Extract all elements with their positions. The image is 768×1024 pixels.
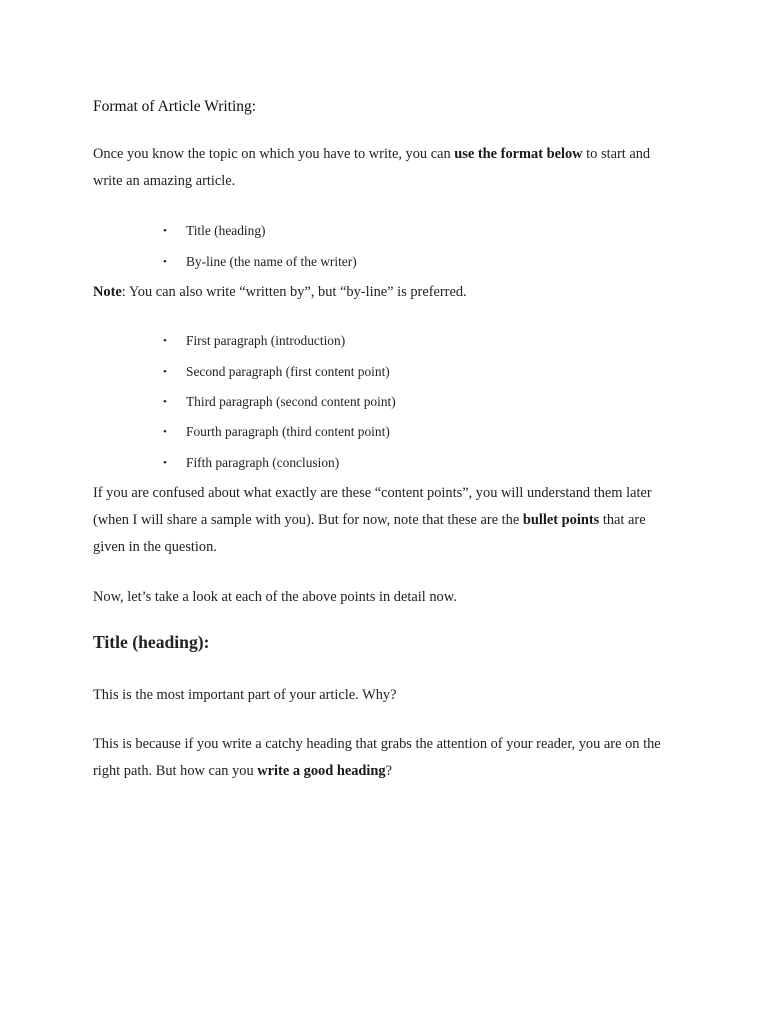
intro-bold-text: use the format below xyxy=(454,146,583,162)
list-item xyxy=(163,392,396,412)
list-item-label: Second paragraph (first content point) xyxy=(186,364,390,379)
list-item-label: First paragraph (introduction) xyxy=(186,333,346,348)
bullet-icon: • xyxy=(163,256,167,268)
list-item xyxy=(163,362,390,382)
list-item-label: Title (heading) xyxy=(186,223,266,238)
list-item xyxy=(163,453,339,473)
intro-paragraph xyxy=(93,141,678,195)
list-item xyxy=(163,221,265,241)
note-paragraph xyxy=(93,279,678,306)
list-item-label: Third paragraph (second content point) xyxy=(186,394,396,409)
document-title: Format of Article Writing: xyxy=(93,98,257,115)
confused-paragraph xyxy=(93,480,678,561)
list-item xyxy=(163,331,345,351)
catchy-paragraph xyxy=(93,731,678,785)
note-text: : You can also write “written by”, but “by-line” is preferred. xyxy=(121,284,467,300)
confused-text: If you are confused about what exactly are these “content points”, you will understand them later (when I will share a sample with you). But for now, note that these are the xyxy=(93,485,652,528)
list-item-label: By-line (the name of the writer) xyxy=(186,254,357,269)
section-heading: Title (heading): xyxy=(93,632,210,652)
bullet-icon: • xyxy=(163,396,167,408)
bullet-icon: • xyxy=(163,366,167,378)
bullet-icon: • xyxy=(163,335,167,347)
bullet-icon: • xyxy=(163,457,167,469)
list-item xyxy=(163,252,357,272)
important-paragraph: This is the most important part of your article. Why? xyxy=(93,687,397,703)
list-item xyxy=(163,422,390,442)
list-item-label: Fourth paragraph (third content point) xyxy=(186,424,390,439)
catchy-text: This is because if you write a catchy heading that grabs the attention of your reader, you are on the right path. But how can you xyxy=(93,736,661,779)
catchy-text-end: ? xyxy=(385,763,392,779)
note-label: Note xyxy=(93,284,122,300)
catchy-bold-text: write a good heading xyxy=(257,763,386,779)
confused-text-end: that are given in the question. xyxy=(93,512,646,555)
detail-paragraph: Now, let’s take a look at each of the above points in detail now. xyxy=(93,589,457,605)
bullet-icon: • xyxy=(163,426,167,438)
list-item-label: Fifth paragraph (conclusion) xyxy=(186,455,340,470)
intro-text: Once you know the topic on which you have to write, you can xyxy=(93,146,455,162)
intro-text-end: to start and write an amazing article. xyxy=(93,146,651,189)
confused-bold-text: bullet points xyxy=(522,512,600,528)
bullet-icon: • xyxy=(163,225,167,237)
